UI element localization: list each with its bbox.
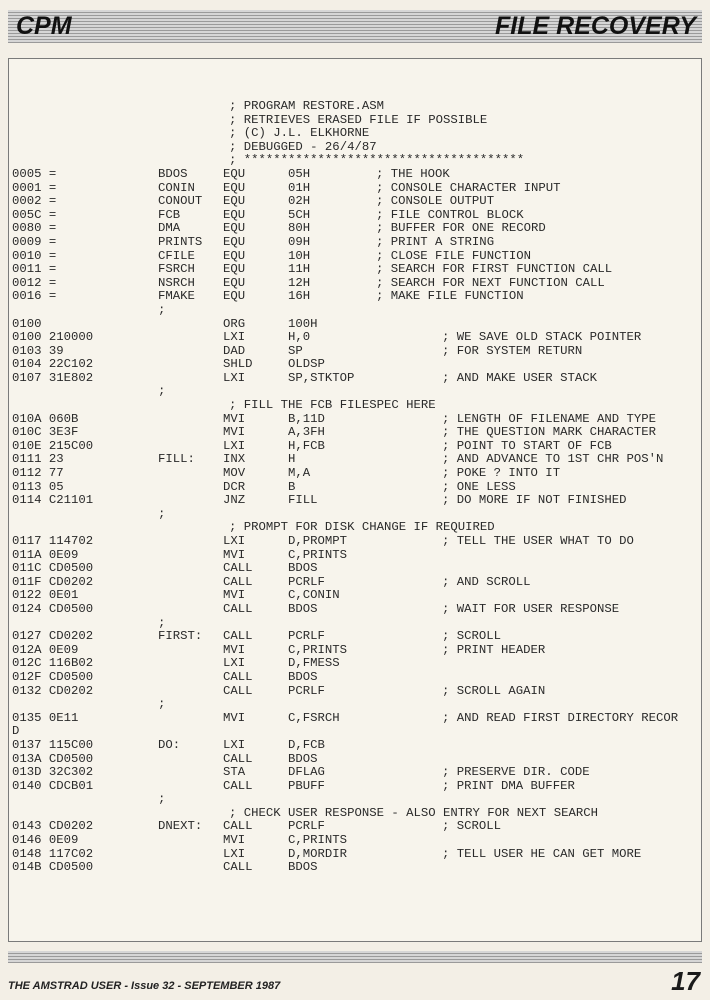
code-comment: ; AND SCROLL [442,574,531,589]
code-opcode: LXI [223,438,246,453]
code-opcode: EQU [223,262,246,277]
code-operand: B,11D [288,411,325,426]
code-opcode: MVI [223,833,246,848]
code-opcode: STA [223,765,246,780]
code-opcode: CALL [223,574,253,589]
header-bar [8,10,702,43]
code-label: ; [158,302,166,317]
code-opcode: MVI [223,710,246,725]
code-address: 0143 CD0202 [12,819,94,834]
code-opcode: CALL [223,860,253,875]
code-comment: ; PRINT HEADER [442,642,546,657]
code-address: 0122 0E01 [12,588,79,603]
code-label: DO: [158,737,181,752]
code-label: ; [158,697,166,712]
code-address: 0140 CDCB01 [12,778,94,793]
code-operand: PCRLF [288,819,325,834]
code-opcode: EQU [223,166,246,181]
code-address: 0127 CD0202 [12,629,94,644]
code-opcode: MVI [223,547,246,562]
code-operand: 11H [288,262,311,277]
code-address: 011F CD0202 [12,574,94,589]
code-address: 0005 = [12,166,57,181]
code-opcode: DCR [223,479,246,494]
code-address: 0114 C21101 [12,493,94,508]
code-opcode: CALL [223,669,253,684]
code-operand: 02H [288,194,311,209]
code-operand: 100H [288,316,318,331]
code-opcode: LXI [223,846,246,861]
code-address: 013D 32C302 [12,765,94,780]
code-comment: ; SCROLL [442,819,502,834]
code-opcode: MVI [223,642,246,657]
code-operand: H [288,452,296,467]
code-opcode: MOV [223,466,246,481]
code-label: PRINTS [158,234,203,249]
code-comment: ; SEARCH FOR FIRST FUNCTION CALL [376,262,613,277]
code-operand: D,FCB [288,737,325,752]
code-operand: BDOS [288,751,318,766]
code-operand: C,PRINTS [288,547,348,562]
code-opcode: CALL [223,629,253,644]
code-opcode: CALL [223,778,253,793]
code-operand: BDOS [288,669,318,684]
code-opcode: EQU [223,194,246,209]
page-title: FILE RECOVERY [495,12,696,40]
code-operand: PCRLF [288,574,325,589]
code-comment: ; TELL THE USER WHAT TO DO [442,534,634,548]
code-operand: C,CONIN [288,588,340,603]
code-operand: B [288,479,296,494]
code-address: 0009 = [12,234,57,249]
code-operand: 5CH [288,207,311,222]
code-opcode: JNZ [223,493,246,508]
code-address: 010C 3E3F [12,425,79,440]
code-operand: 80H [288,221,311,236]
code-label: NSRCH [158,275,195,290]
code-operand: BDOS [288,601,318,616]
code-label: ; [158,792,166,807]
code-operand: PBUFF [288,778,325,793]
code-operand: H,FCB [288,438,325,453]
code-opcode: EQU [223,275,246,290]
code-address: 011A 0E09 [12,547,79,562]
code-address: 0010 = [12,248,57,263]
code-operand: M,A [288,466,311,481]
code-address: 0135 0E11 [12,710,79,725]
code-operand: A,3FH [288,425,325,440]
code-operand: C,PRINTS [288,642,348,657]
code-address: 0146 0E09 [12,833,79,848]
code-opcode: LXI [223,370,246,385]
code-opcode: LXI [223,656,246,671]
code-operand: SP [288,343,303,358]
code-label: BDOS [158,166,188,181]
code-operand: PCRLF [288,629,325,644]
code-comment: ; MAKE FILE FUNCTION [376,289,524,304]
code-address: 0001 = [12,180,57,195]
code-comment: ; POKE ? INTO IT [442,466,561,481]
code-address: 0148 117C02 [12,846,94,861]
code-address: 0113 05 [12,479,64,494]
code-address: 005C = [12,207,57,222]
code-comment: ; DO MORE IF NOT FINISHED [442,493,627,508]
code-comment: ; PROMPT FOR DISK CHANGE IF REQUIRED [229,520,495,535]
code-label: DNEXT: [158,819,203,834]
code-operand: 01H [288,180,311,195]
code-opcode: SHLD [223,357,253,372]
code-comment: ; CHECK USER RESPONSE - ALSO ENTRY FOR NEXT SEARCH [229,805,598,820]
code-comment: ; ************************************** [229,153,525,168]
code-comment: ; RETRIEVES ERASED FILE IF POSSIBLE [229,112,488,127]
code-address: 0002 = [12,194,57,209]
code-comment: ; SEARCH FOR NEXT FUNCTION CALL [376,275,605,290]
page-number: 17 [671,966,700,996]
code-opcode: CALL [223,819,253,834]
code-operand: D,MORDIR [288,846,348,861]
code-address: 012C 116B02 [12,656,94,671]
code-address: 014B CD0500 [12,860,94,875]
code-opcode: MVI [223,411,246,426]
code-comment: ; FILE CONTROL BLOCK [376,207,524,222]
code-comment: ; AND MAKE USER STACK [442,370,597,385]
code-address: 012F CD0500 [12,669,94,684]
code-operand: D,FMESS [288,656,340,671]
code-opcode: EQU [223,180,246,195]
code-address: 0100 [12,316,42,331]
code-label: FSRCH [158,262,195,277]
code-label: CFILE [158,248,195,263]
code-address: 0012 = [12,275,57,290]
code-address: 0080 = [12,221,57,236]
code-comment: ; WAIT FOR USER RESPONSE [442,601,620,616]
code-operand: PCRLF [288,683,325,698]
code-address: 010A 060B [12,411,79,426]
code-address: 0132 CD0202 [12,683,94,698]
code-comment: ; AND READ FIRST DIRECTORY RECOR [442,710,679,725]
code-operand: 12H [288,275,311,290]
code-label: FIRST: [158,629,203,644]
code-opcode: EQU [223,289,246,304]
code-comment: ; THE HOOK [376,166,450,181]
code-opcode: CALL [223,751,253,766]
code-address: 0124 CD0500 [12,601,94,616]
code-comment: ; FOR SYSTEM RETURN [442,343,583,358]
code-comment: ; CLOSE FILE FUNCTION [376,248,531,263]
code-operand: C,PRINTS [288,833,348,848]
code-label: ; [158,615,166,630]
code-comment: ; POINT TO START OF FCB [442,438,612,453]
code-operand: FILL [288,493,318,508]
code-operand: DFLAG [288,765,325,780]
code-comment: ; PROGRAM RESTORE.ASM [229,99,384,113]
code-label: FCB [158,207,181,222]
code-operand: OLDSP [288,357,325,372]
code-address: 0137 115C00 [12,737,94,752]
code-operand: H,0 [288,330,311,345]
footer-text: THE AMSTRAD USER - Issue 32 - SEPTEMBER 1987 [8,980,281,992]
code-opcode: MVI [223,425,246,440]
code-opcode: ORG [223,316,246,331]
code-operand: SP,STKTOP [288,370,355,385]
code-address: 0104 22C102 [12,357,94,372]
code-operand: 05H [288,166,311,181]
code-comment: ; PRINT A STRING [376,234,495,249]
code-comment: ; SCROLL AGAIN [442,683,546,698]
code-opcode: LXI [223,737,246,752]
code-comment: ; BUFFER FOR ONE RECORD [376,221,546,236]
code-comment: ; ONE LESS [442,479,516,494]
code-opcode: LXI [223,330,246,345]
code-operand: D,PROMPT [288,534,348,548]
code-comment: ; (C) J.L. ELKHORNE [229,126,370,141]
code-address: 0112 77 [12,466,64,481]
code-address: 0107 31E802 [12,370,94,385]
code-opcode: LXI [223,534,246,548]
code-address: 0117 114702 [12,534,94,548]
code-comment: ; SCROLL [442,629,502,644]
code-comment: ; LENGTH OF FILENAME AND TYPE [442,411,657,426]
code-operand: BDOS [288,561,318,576]
section-title: CPM [16,12,72,40]
code-opcode: EQU [223,221,246,236]
code-opcode: MVI [223,588,246,603]
code-address: 0100 210000 [12,330,94,345]
code-opcode: INX [223,452,246,467]
code-address: 012A 0E09 [12,642,79,657]
code-comment: ; PRINT DMA BUFFER [442,778,575,793]
code-opcode: CALL [223,683,253,698]
code-operand: BDOS [288,860,318,875]
code-comment: ; FILL THE FCB FILESPEC HERE [229,398,436,413]
code-comment: ; CONSOLE OUTPUT [376,194,495,209]
code-comment: ; PRESERVE DIR. CODE [442,765,590,780]
code-operand: 09H [288,234,311,249]
code-opcode: CALL [223,561,253,576]
code-address: 0111 23 [12,452,64,467]
code-label: ; [158,506,166,521]
code-address: 010E 215C00 [12,438,94,453]
code-opcode: EQU [223,207,246,222]
code-address: 0103 39 [12,343,64,358]
code-opcode: CALL [223,601,253,616]
code-comment: ; CONSOLE CHARACTER INPUT [376,180,561,195]
code-address: 013A CD0500 [12,751,94,766]
code-comment: ; THE QUESTION MARK CHARACTER [442,425,657,440]
code-address: 0011 = [12,262,57,277]
code-label: DMA [158,221,181,236]
code-comment: ; DEBUGGED - 26/4/87 [229,139,377,154]
code-operand: 16H [288,289,311,304]
footer-bar [8,951,702,963]
code-address: 011C CD0500 [12,561,94,576]
code-operand: 10H [288,248,311,263]
code-label: ; [158,384,166,399]
code-comment: ; AND ADVANCE TO 1ST CHR POS'N [442,452,664,467]
code-label: FILL: [158,452,195,467]
code-opcode: DAD [223,343,246,358]
code-label: CONIN [158,180,195,195]
code-opcode: EQU [223,248,246,263]
code-comment: ; WE SAVE OLD STACK POINTER [442,330,642,345]
code-comment: ; TELL USER HE CAN GET MORE [442,846,642,861]
code-address: 0016 = [12,289,57,304]
code-operand: C,FSRCH [288,710,340,725]
code-label: FMAKE [158,289,195,304]
code-address: D [12,724,20,739]
code-opcode: EQU [223,234,246,249]
code-label: CONOUT [158,194,203,209]
